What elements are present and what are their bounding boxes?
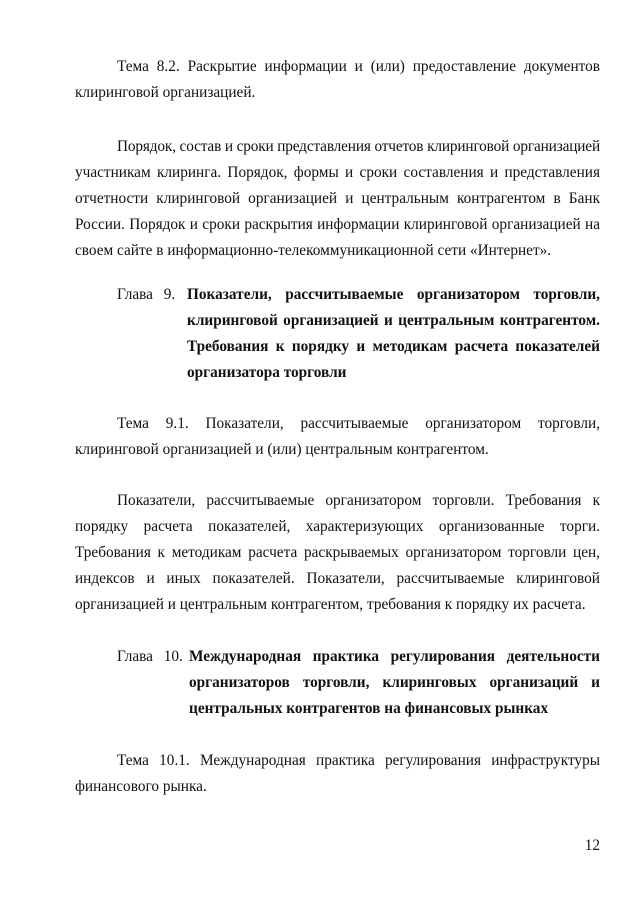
topic-10-1-heading-line: финансового рынка. [75, 778, 207, 795]
chapter-9-title-line: Показатели, рассчитываемые организатором торговли, [187, 286, 600, 303]
chapter-10-title-line: центральных контрагентов на финансовых рынках [189, 700, 549, 717]
topic-8-2-description-line: отчетности клиринговой организацией и центральным контрагентом в Банк [75, 190, 600, 207]
topic-8-2-heading [75, 54, 600, 106]
page-number: 12 [584, 837, 600, 854]
topic-8-2-description-line: Порядок, состав и сроки представления отчетов клиринговой организацией [117, 138, 600, 155]
chapter-9-title-line: организатора торговли [187, 364, 347, 381]
topic-8-2-description [75, 134, 600, 264]
chapter-10-title [189, 644, 600, 722]
topic-8-2-heading-line: клиринговой организацией. [75, 84, 256, 101]
topic-9-1-description-line: порядку расчета показателей, характеризующих организованные торги. [75, 518, 600, 535]
chapter-9-label: Глава 9. [117, 286, 176, 303]
chapter-9-title [187, 282, 600, 386]
topic-9-1-heading [75, 411, 600, 463]
chapter-9-title-line: клиринговой организацией и центральным контрагентом. [187, 312, 600, 329]
topic-9-1-description-line: Показатели, рассчитываемые организатором торговли. Требования к [117, 492, 600, 509]
topic-8-2-description-line: участникам клиринга. Порядок, формы и сроки составления и представления [75, 164, 600, 181]
topic-10-1-heading-line: Тема 10.1. Международная практика регулирования инфраструктуры [117, 752, 600, 769]
chapter-10-title-line: организаторов торговли, клиринговых организаций и [189, 674, 600, 691]
chapter-10-title-line: Международная практика регулирования деятельности [189, 648, 600, 665]
topic-9-1-description-line: Требования к методикам расчета раскрываемых организатором торговли цен, [75, 544, 600, 561]
topic-10-1-heading [75, 748, 600, 800]
topic-9-1-description-line: организацией и центральным контрагентом, требования к порядку их расчета. [75, 596, 586, 613]
topic-8-2-description-line: своем сайте в информационно-телекоммуникационной сети «Интернет». [75, 242, 552, 259]
topic-8-2-heading-line: Тема 8.2. Раскрытие информации и (или) предоставление документов [117, 58, 600, 75]
chapter-9-heading [0, 282, 640, 392]
topic-8-2-description-line: России. Порядок и сроки раскрытия информации клиринговой организацией на [75, 216, 600, 233]
chapter-10-label: Глава 10. [117, 648, 183, 665]
topic-9-1-heading-line: Тема 9.1. Показатели, рассчитываемые организатором торговли, [117, 415, 600, 432]
topic-9-1-description [75, 488, 600, 618]
topic-9-1-description-line: индексов и иных показателей. Показатели, рассчитываемые клиринговой [75, 570, 600, 587]
chapter-9-title-line: Требования к порядку и методикам расчета показателей [187, 338, 600, 355]
chapter-10-heading [0, 644, 640, 754]
topic-9-1-heading-line: клиринговой организацией и (или) центральным контрагентом. [75, 441, 489, 458]
